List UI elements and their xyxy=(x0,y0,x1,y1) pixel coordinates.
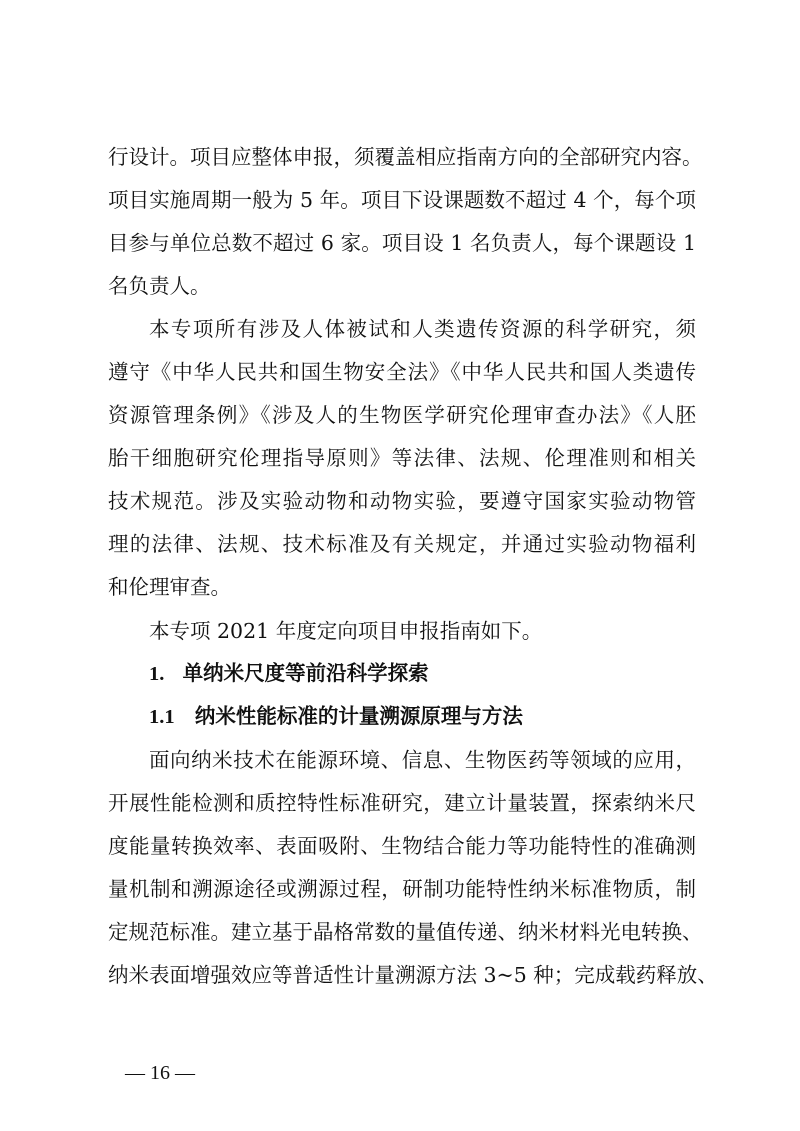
text-line: 目参与单位总数不超过 6 家。项目设 1 名负责人，每个课题设 1 xyxy=(108,231,696,255)
section-heading-1-1 xyxy=(149,702,696,732)
text-line: 开展性能检测和质控特性标准研究，建立计量装置，探索纳米尺 xyxy=(108,791,696,815)
text-line: 面向纳米技术在能源环境、信息、生物医药等领域的应用， xyxy=(149,748,696,772)
text-line: 项目实施周期一般为 5 年。项目下设课题数不超过 4 个，每个项 xyxy=(108,188,696,212)
heading-number: 1. xyxy=(149,663,165,685)
text-line: 资源管理条例》《涉及人的生物医学研究伦理审查办法》《人胚 xyxy=(108,403,696,427)
text-line: 遵守《中华人民共和国生物安全法》《中华人民共和国人类遗传 xyxy=(108,360,696,384)
heading-text: 单纳米尺度等前沿科学探索 xyxy=(182,663,429,685)
text-line: 本专项所有涉及人体被试和人类遗传资源的科学研究，须 xyxy=(149,317,696,341)
text-line: 纳米表面增强效应等普适性计量溯源方法 3~5 种；完成载药释放、 xyxy=(108,963,718,987)
page-number: — 16 — xyxy=(125,1062,195,1084)
text-line: 和伦理审查。 xyxy=(108,575,231,599)
text-line: 技术规范。涉及实验动物和动物实验，要遵守国家实验动物管 xyxy=(108,489,696,513)
text-line: 度能量转换效率、表面吸附、生物结合能力等功能特性的准确测 xyxy=(108,834,696,858)
text-line: 定规范标准。建立基于晶格常数的量值传递、纳米材料光电转换、 xyxy=(108,920,703,944)
text-line: 行设计。项目应整体申报，须覆盖相应指南方向的全部研究内容。 xyxy=(108,145,703,169)
heading-number: 1.1 xyxy=(149,706,175,728)
text-line: 本专项 2021 年度定向项目申报指南如下。 xyxy=(149,619,543,643)
text-line: 胎干细胞研究伦理指导原则》等法律、法规、伦理准则和相关 xyxy=(108,446,696,470)
text-line: 量机制和溯源途径或溯源过程，研制功能特性纳米标准物质，制 xyxy=(108,877,696,901)
text-line: 名负责人。 xyxy=(108,274,211,298)
heading-text: 纳米性能标准的计量溯源原理与方法 xyxy=(194,706,523,728)
text-line: 理的法律、法规、技术标准及有关规定，并通过实验动物福利 xyxy=(108,532,696,556)
section-heading-1 xyxy=(149,659,696,689)
